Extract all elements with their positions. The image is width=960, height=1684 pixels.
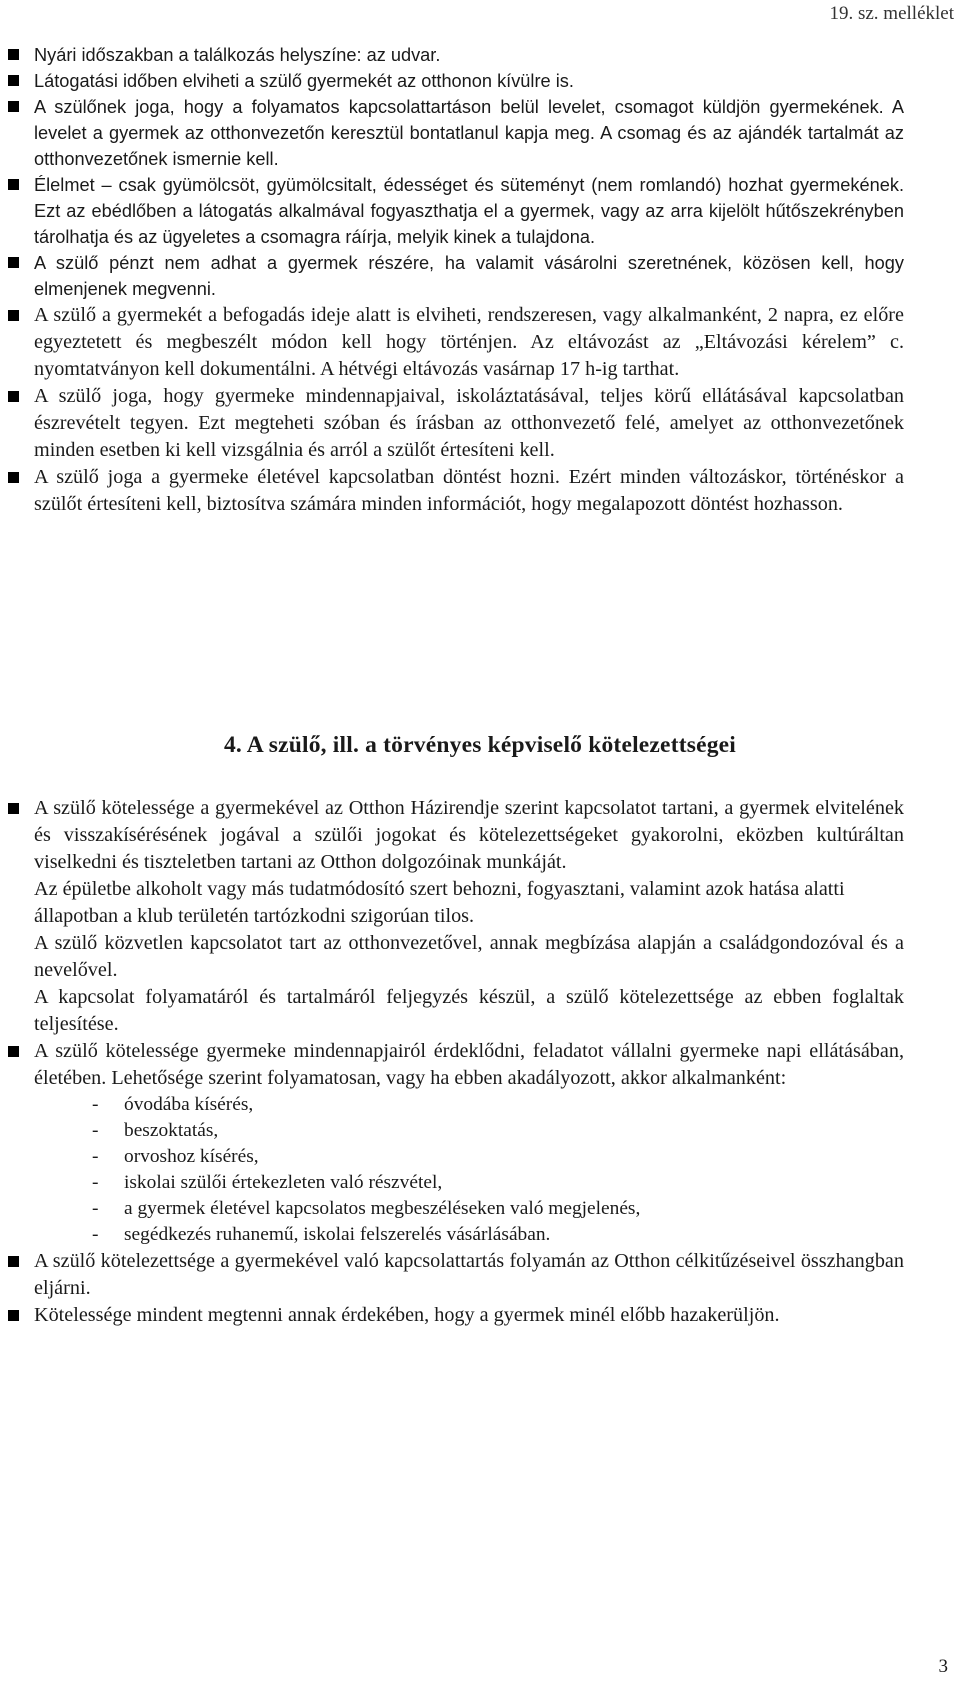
square-bullet-icon (8, 49, 19, 60)
list-item (8, 302, 904, 383)
list-item-text: A szülő joga, hogy gyermeke mindennapjaival, iskoláztatásával, teljes körű ellátásával kapcsolatban észrevételt tegyen. Ezt megteheti szóban és írásban az otthonvezető felé, amelyet az otthonvezetőnek minden esetben ki kell vizsgálnia és arról a szülőt értesíteni kell. (34, 385, 904, 461)
paragraph: A kapcsolat folyamatáról és tartalmáról feljegyzés készül, a szülő kötelezettsége az ebben foglaltak teljesítése. (34, 986, 904, 1035)
list-item (8, 464, 904, 518)
list-item (8, 94, 904, 172)
list-item (8, 42, 904, 68)
activity-item (8, 1170, 904, 1196)
list-item (8, 1038, 904, 1092)
activity-text: a gyermek életével kapcsolatos megbeszéléseken való megjelenés, (124, 1198, 641, 1219)
paragraph: A szülő kötelezettsége a gyermekével való kapcsolattartás folyamán az Otthon célkitűzéseivel összhangban eljárni. (34, 1250, 904, 1299)
list-item-text: A szülő pénzt nem adhat a gyermek részére, ha valamit vásárolni szeretnének, közösen kell, hogy elmenjenek megvenni. (34, 253, 904, 299)
square-bullet-icon (8, 391, 19, 402)
activity-text: óvodába kísérés, (124, 1094, 254, 1115)
activity-item (8, 1118, 904, 1144)
square-bullet-icon (8, 179, 19, 190)
section-heading: 4. A szülő, ill. a törvényes képviselő kötelezettségei (223, 732, 737, 758)
page-number: 3 (938, 1656, 948, 1677)
paragraph: A szülő közvetlen kapcsolatot tart az otthonvezetővel, annak megbízása alapján a családgondozóval és a nevelővel. (34, 932, 904, 981)
list-item-text: A szülő joga a gyermeke életével kapcsolatban döntést hozni. Ezért minden változáskor, történéskor a szülőt értesíteni kell, biztosítva számára minden információt, hogy megalapozott döntést hozhasson. (34, 466, 904, 515)
activity-item (8, 1092, 904, 1118)
list-item (8, 383, 904, 464)
paragraph: A szülő kötelessége gyermeke mindennapjairól érdeklődni, feladatot vállalni gyermeke napi ellátásában, életében. Lehetősége szerint folyamatosan, vagy ha ebben akadályozott, akkor alkalmanként: (34, 1040, 904, 1089)
dash-marker: - (92, 1094, 99, 1115)
activity-list (8, 1092, 904, 1248)
activity-text: beszoktatás, (124, 1120, 219, 1141)
list-item-text: A szülő a gyermekét a befogadás ideje alatt is elviheti, rendszeresen, vagy alkalmanként, 2 napra, ez előre egyeztetett és megbeszélt módon kell hogy történjen. Az eltávozást az „Eltávozási kérelem” c. nyomtatványon kell dokumentálni. A hétvégi eltávozás vasárnap 17 h-ig tarthat. (34, 304, 904, 380)
square-bullet-icon (8, 1256, 19, 1267)
list-item (8, 250, 904, 302)
list-item-text: A szülőnek joga, hogy a folyamatos kapcsolattartáson belül levelet, csomagot küldjön gyermekének. A levelet a gyermek az otthonvezetőn keresztül bontatlanul kapja meg. A csomag és az ajándék tartalmát az otthonvezetőnek ismernie kell. (34, 97, 904, 169)
list-item-text: Nyári időszakban a találkozás helyszíne: az udvar. (34, 45, 441, 65)
activity-item (8, 1144, 904, 1170)
paragraph: Az épületbe alkoholt vagy más tudatmódosító szert behozni, fogyasztani, valamint azok hatása alatti állapotban a klub területén tartózkodni szigorúan tilos. (34, 878, 845, 927)
square-bullet-icon (8, 257, 19, 268)
activity-item (8, 1222, 904, 1248)
list-item (8, 1248, 904, 1302)
activity-item (8, 1196, 904, 1222)
list-item-text: Élelmet – csak gyümölcsöt, gyümölcsitalt, édességet és süteményt (nem romlandó) hozhat gyermekének. Ezt az ebédlőben a látogatás alkalmával fogyaszthatja el a gyermek, vagy az arra kijelölt hűtőszekrényben tárolhatja és az ügyeletes a csomagra ráírja, melyik kinek a tulajdona. (34, 175, 904, 247)
dash-marker: - (92, 1198, 99, 1219)
rights-list (8, 42, 904, 518)
duties-list (8, 795, 904, 1329)
paragraph: Kötelessége mindent megtenni annak érdekében, hogy a gyermek minél előbb hazakerüljön. (34, 1304, 780, 1326)
list-item-text: Látogatási időben elviheti a szülő gyermekét az otthonon kívülre is. (34, 71, 574, 91)
activity-text: iskolai szülői értekezleten való részvétel, (124, 1172, 443, 1193)
list-item (8, 68, 904, 94)
square-bullet-icon (8, 101, 19, 112)
activity-text: orvoshoz kísérés, (124, 1146, 259, 1167)
square-bullet-icon (8, 1310, 19, 1321)
square-bullet-icon (8, 310, 19, 321)
list-item (8, 795, 904, 1038)
list-item (8, 172, 904, 250)
list-item (8, 1302, 904, 1329)
dash-marker: - (92, 1172, 99, 1193)
square-bullet-icon (8, 1046, 19, 1057)
square-bullet-icon (8, 75, 19, 86)
annex-label: 19. sz. melléklet (829, 3, 954, 24)
square-bullet-icon (8, 472, 19, 483)
activity-text: segédkezés ruhanemű, iskolai felszerelés vásárlásában. (124, 1224, 551, 1245)
dash-marker: - (92, 1224, 99, 1245)
dash-marker: - (92, 1120, 99, 1141)
square-bullet-icon (8, 803, 19, 814)
paragraph: A szülő kötelessége a gyermekével az Otthon Házirendje szerint kapcsolatot tartani, a gyermek elvitelének és visszakísérésének jogával a szülői jogokat és kötelezettségeket gyakorolni, eközben kultúráltan viselkedni és tiszteletben tartani az Otthon dolgozóinak munkáját. (34, 797, 904, 873)
dash-marker: - (92, 1146, 99, 1167)
